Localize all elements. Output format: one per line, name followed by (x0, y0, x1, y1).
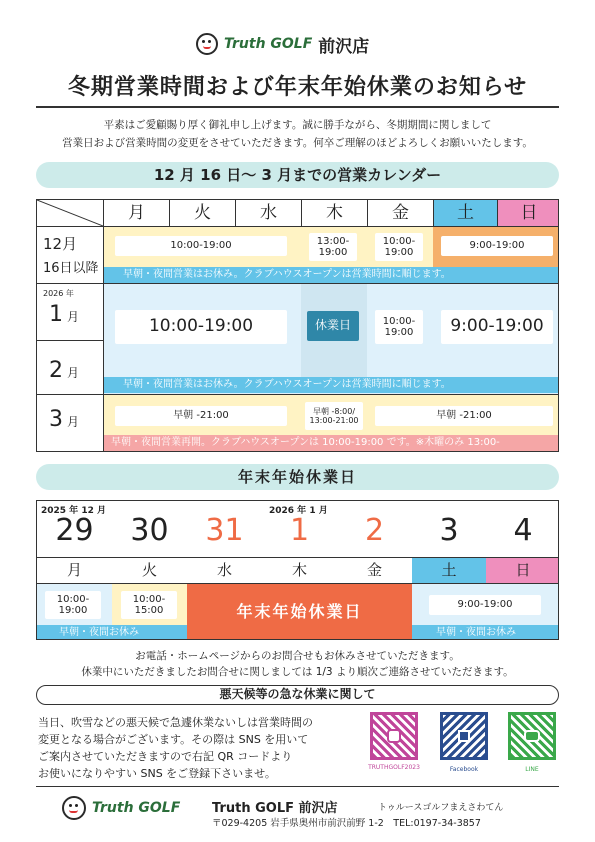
page-title: 冬期営業時間および年末年始休業のお知らせ (67, 75, 528, 100)
date-31: 31 (205, 513, 244, 548)
date-2: 2 (364, 513, 385, 548)
jan-weekend-hours: 9:00-19:00 (441, 310, 553, 344)
holiday-grid (36, 500, 559, 640)
hol-day-tue: 火 (141, 561, 157, 579)
jan-thu-closed: 休業日 (307, 311, 359, 341)
instagram-icon (387, 729, 401, 743)
mar-thu-hours: 早朝 -8:00/ 13:00-21:00 (305, 402, 363, 430)
intro-line-1: 平素はご愛顧賜り厚く御礼申し上げます。誠に勝手ながら、冬期期間に関しまして (103, 119, 492, 131)
day-tue: 火 (169, 200, 235, 226)
feb-label: 2 月 (49, 358, 80, 383)
qr-line-label: LINE (525, 766, 539, 773)
date-3: 3 (439, 513, 459, 548)
qr-facebook-label: Facebook (449, 766, 479, 773)
jan-year: 2026 年 (43, 289, 74, 298)
hol-note-left: 早朝・夜間お休み (37, 625, 187, 640)
date-30: 30 (130, 513, 169, 548)
dec-fri-hours: 10:00- 19:00 (375, 233, 423, 261)
feb-note: 早朝・夜間営業はお休み。クラブハウスオープンは営業時間に順じます。 (103, 377, 559, 393)
header-logo (196, 30, 396, 58)
diagonal-line-icon (37, 200, 103, 226)
footer-divider (36, 786, 559, 787)
day-sun: 日 (497, 200, 559, 226)
golf-ball-mascot-icon (196, 33, 218, 55)
day-thu: 木 (301, 200, 367, 226)
weather-body-3: ご案内させていただきますので右記 QR コードより (38, 750, 293, 763)
dec-weekday-hours: 10:00-19:00 (115, 236, 287, 256)
hol-note-right: 早朝・夜間お休み (412, 625, 559, 640)
weather-body-4: お使いになりやすい SNS をご登録下さいませ。 (38, 767, 276, 780)
holiday-year-dec: 2025 年 12 月 (41, 506, 106, 516)
calendar-heading: 12 月 16 日～ 3 月までの営業カレンダー (36, 162, 559, 188)
hol-weekend-hours: 9:00-19:00 (429, 595, 541, 615)
contact-line-1: お電話・ホームページからのお問合せもお休みさせていただきます。 (135, 650, 460, 662)
mar-weekend-hours: 早朝 -21:00 (375, 406, 553, 426)
footer-address: 〒029-4205 岩手県奥州市前沢前野 1-2 TEL:0197-34-3857 (212, 818, 481, 829)
day-mon: 月 (103, 200, 169, 226)
day-sat: 土 (433, 200, 497, 226)
footer-kana: トゥルースゴルフまえさわてん (378, 803, 504, 813)
mar-weekday-hours: 早朝 -21:00 (115, 406, 287, 426)
hol-tue-hours: 10:00- 15:00 (121, 591, 177, 619)
contact-line-2: 休業中にいただきましたお問合せに関しましては 1/3 より順次ご連絡させていただきます。 (81, 666, 514, 678)
dec-note: 早朝・夜間営業はお休み。クラブハウスオープンは営業時間に順じます。 (103, 267, 559, 283)
hol-day-thu: 木 (291, 561, 307, 579)
holiday-year-jan: 2026 年 1 月 (269, 506, 328, 516)
calendar-grid (36, 199, 559, 452)
branch-name: 前沢店 (318, 36, 370, 57)
corner-cell (37, 200, 103, 226)
dec-thu-hours: 13:00- 19:00 (309, 233, 357, 261)
date-4: 4 (513, 513, 533, 548)
qr-facebook[interactable] (440, 712, 488, 760)
date-1: 1 (289, 513, 310, 548)
line-icon (524, 730, 540, 742)
dec-weekend-hours: 9:00-19:00 (441, 236, 553, 256)
hol-day-wed: 水 (216, 561, 232, 579)
weather-body-2: 変更となる場合がございます。その際は SNS を用いて (38, 733, 309, 746)
hol-mon-hours: 10:00- 19:00 (45, 591, 101, 619)
dec-label: 12月 16日以降 (37, 227, 103, 282)
hol-day-sat: 土 (412, 558, 486, 583)
qr-instagram-label: TRUTHGOLF2023 (368, 764, 420, 771)
hol-closed-banner: 年末年始休業日 (187, 584, 412, 640)
footer-logo (62, 796, 180, 820)
brand-name: Truth GOLF (224, 36, 313, 52)
hol-day-sun: 日 (486, 558, 559, 583)
mar-label: 3 月 (49, 407, 80, 432)
date-29: 29 (55, 513, 94, 548)
hol-day-mon: 月 (66, 561, 82, 579)
footer-brand: Truth GOLF (92, 800, 181, 816)
jan-label: 1 月 (49, 302, 80, 327)
holiday-heading: 年末年始休業日 (36, 464, 559, 490)
day-fri: 金 (367, 200, 433, 226)
weather-body-1: 当日、吹雪などの悪天候で急遽休業ないしは営業時間の (38, 716, 313, 729)
jan-fri-hours: 10:00- 19:00 (375, 310, 423, 344)
title-underline (36, 106, 559, 108)
weather-heading: 悪天候等の急な休業に関して (36, 685, 559, 705)
hol-day-fri: 金 (366, 561, 382, 579)
golf-ball-mascot-icon (62, 796, 86, 820)
jan-weekday-hours: 10:00-19:00 (115, 310, 287, 344)
facebook-icon (458, 730, 470, 742)
qr-instagram[interactable] (370, 712, 418, 760)
qr-line[interactable] (508, 712, 556, 760)
mar-note: 早朝・夜間営業再開。クラブハウスオープンは 10:00-19:00 です。※木曜のみ 13:00- (103, 435, 559, 452)
intro-line-2: 営業日および営業時間の変更をさせていただきます。何卒ご理解のほどよろしくお願いいたします。 (62, 137, 533, 149)
day-wed: 水 (235, 200, 301, 226)
footer-name: Truth GOLF 前沢店 (212, 801, 338, 816)
